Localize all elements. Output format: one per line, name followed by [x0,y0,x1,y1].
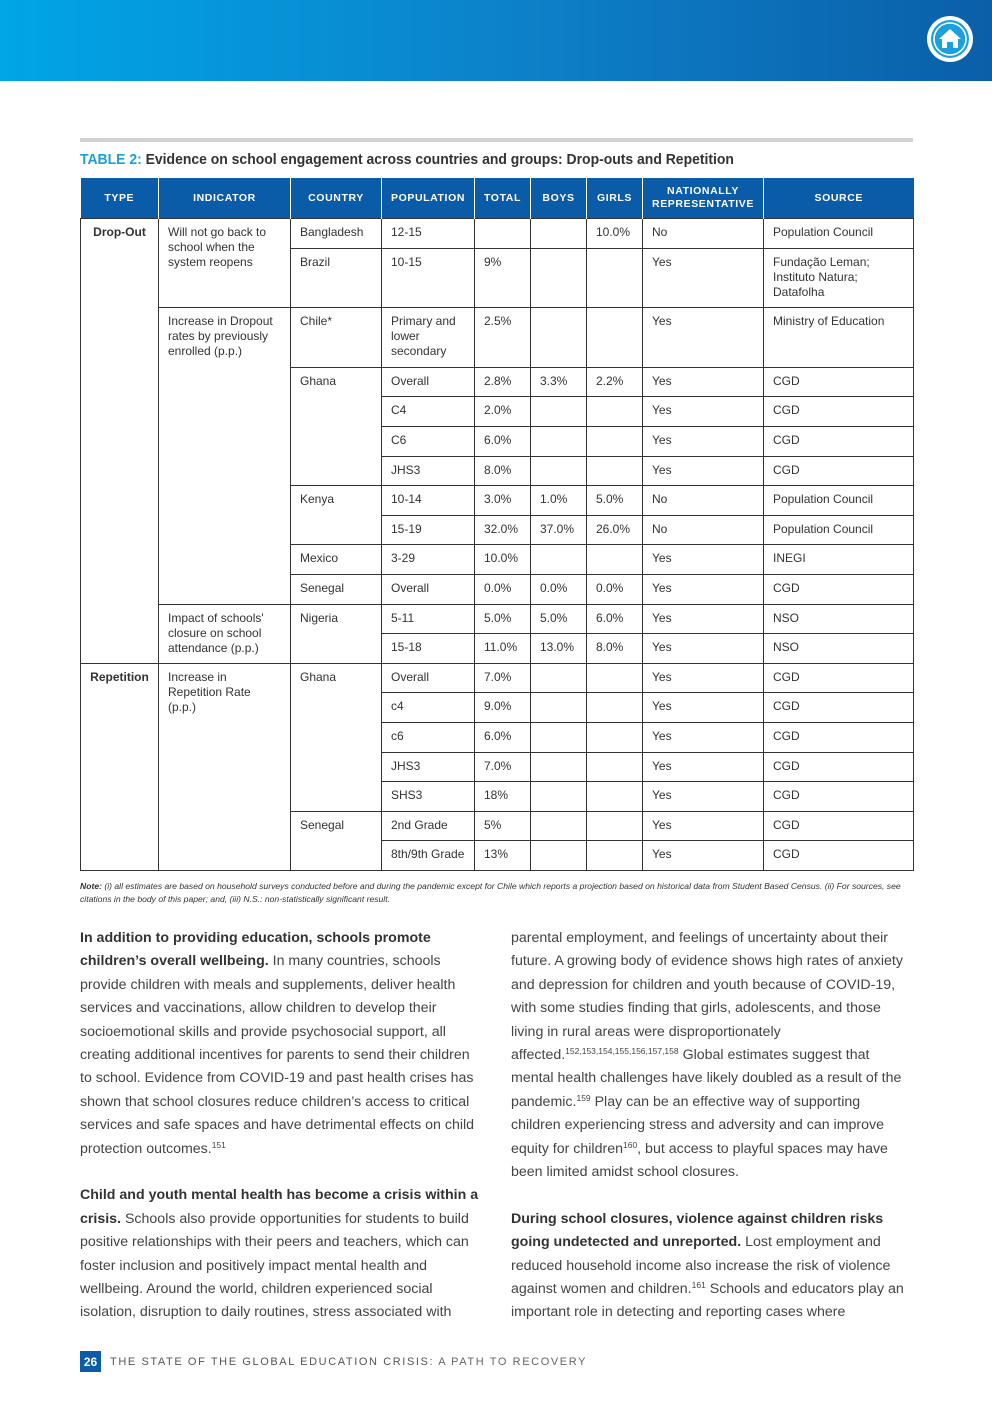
paragraph-lead: During school closures, violence against children risks going undetected and unreported. [511,1210,884,1251]
page-footer [80,1351,587,1372]
country-cell: Brazil [291,248,382,308]
nationally-representative-cell: Yes [643,604,764,634]
paragraph-text: Lost employment and reduced household income also increase the risk of violence against women and children. [511,1234,891,1298]
total-cell: 2.0% [475,397,531,427]
total-cell [475,219,531,249]
paragraph-text: parental employment, and feelings of uncertainty about their future. A growing body of evidence shows high rates of anxiety and depression for children and youth because of COVID-19, with some studies finding that girls, adolescents, and those living in rural areas were disproportionately affected. [511,930,903,1064]
country-cell: Mexico [291,545,382,575]
nationally-representative-cell: Yes [643,308,764,368]
source-cell: Population Council [764,515,914,545]
boys-cell [531,248,587,308]
total-cell: 2.5% [475,308,531,368]
country-cell: Ghana [291,367,382,485]
source-cell: CGD [764,574,914,604]
boys-cell [531,811,587,841]
body-paragraph [80,927,482,1161]
girls-cell [587,248,643,308]
indicator-cell: Increase in Dropout rates by previously enrolled (p.p.) [159,308,291,604]
boys-cell [531,426,587,456]
population-cell: 8th/9th Grade [382,841,475,871]
note-text: (i) all estimates are based on household surveys conducted before and during the pandemic except for Chile which reports a projection based on historical data from Student Based Census. (ii) For sources, see citations in the body of this paper; and, (iii) N.S.: non-statistically significant result. [80,881,901,904]
source-cell: Population Council [764,486,914,516]
table-header-row [81,178,914,219]
nationally-representative-cell: Yes [643,456,764,486]
boys-cell [531,456,587,486]
boys-cell: 3.3% [531,367,587,397]
girls-cell [587,841,643,871]
nationally-representative-cell: Yes [643,426,764,456]
source-cell: CGD [764,722,914,752]
column-header: GIRLS [587,178,643,219]
nationally-representative-cell: Yes [643,841,764,871]
source-cell: CGD [764,397,914,427]
table-label: TABLE 2: [80,151,142,168]
population-cell: Overall [382,663,475,693]
total-cell: 5.0% [475,604,531,634]
total-cell: 3.0% [475,486,531,516]
indicator-cell: Impact of schools' closure on school attendance (p.p.) [159,604,291,663]
citation-superscript: 160 [622,1139,638,1150]
country-cell: Bangladesh [291,219,382,249]
note-label: Note: [80,881,102,891]
source-cell: CGD [764,663,914,693]
table-row [81,219,914,249]
total-cell: 0.0% [475,574,531,604]
paragraph-text: Play can be an effective way of supporting children experiencing stress and adversity and can improve equity for children [511,1093,885,1157]
column-header: TYPE [81,178,159,219]
boys-cell [531,841,587,871]
population-cell: Primary and lower secondary [382,308,475,368]
country-cell: Nigeria [291,604,382,663]
nationally-representative-cell: Yes [643,574,764,604]
table-row [81,308,914,368]
population-cell: 12-15 [382,219,475,249]
girls-cell: 2.2% [587,367,643,397]
population-cell: 15-19 [382,515,475,545]
type-cell: Repetition [81,663,159,870]
paragraph-text: , but access to playful spaces may have been limited amidst school closures. [511,1140,888,1181]
indicator-cell: Will not go back to school when the system reopens [159,219,291,308]
type-cell: Drop-Out [81,219,159,664]
population-cell: SHS3 [382,782,475,812]
source-cell: CGD [764,426,914,456]
total-cell: 7.0% [475,663,531,693]
source-cell: Population Council [764,219,914,249]
girls-cell [587,752,643,782]
indicator-cell: Increase in Repetition Rate (p.p.) [159,663,291,870]
paragraph-lead: In addition to providing education, schools promote children’s overall wellbeing. [80,930,431,970]
paragraph-text: Global estimates suggest that mental health challenges have likely doubled as a result of the pandemic. [511,1047,902,1110]
girls-cell [587,545,643,575]
citation-superscript: 159 [576,1092,591,1103]
girls-cell: 26.0% [587,515,643,545]
total-cell: 10.0% [475,545,531,575]
girls-cell: 5.0% [587,486,643,516]
column-header: POPULATION [382,178,475,219]
footer-subtitle: A PATH TO RECOVERY [434,1355,588,1368]
girls-cell: 6.0% [587,604,643,634]
boys-cell [531,782,587,812]
citation-superscript: 152,153,154,155,156,157,158 [565,1046,679,1057]
header-banner [0,0,992,81]
girls-cell [587,722,643,752]
total-cell: 5% [475,811,531,841]
evidence-table [80,178,914,871]
country-cell: Kenya [291,486,382,545]
paragraph-text: In many countries, schools provide children with meals and supplements, deliver health services and vaccinations, allow children to develop their socioemotional skills and provide psychosocial support, all creating additional incentives for parents to send their children to school. Evidence from COVID-19 and past health crises has shown that school closures reduce children’s access to critical services and safe spaces and have detrimental effects on child protection outcomes. [80,953,475,1157]
total-cell: 32.0% [475,515,531,545]
table-top-rule [80,138,913,142]
boys-cell [531,397,587,427]
country-cell: Senegal [291,574,382,604]
source-cell: CGD [764,367,914,397]
source-cell: Ministry of Education [764,308,914,368]
boys-cell [531,308,587,368]
column-header: TOTAL [475,178,531,219]
total-cell: 9.0% [475,693,531,723]
population-cell: 10-15 [382,248,475,308]
population-cell: 2nd Grade [382,811,475,841]
column-header: NATIONALLY REPRESENTATIVE [643,178,764,219]
column-header: COUNTRY [291,178,382,219]
girls-cell [587,811,643,841]
population-cell: C6 [382,426,475,456]
girls-cell [587,456,643,486]
source-cell: NSO [764,604,914,634]
population-cell: 15-18 [382,634,475,664]
total-cell: 13% [475,841,531,871]
table-row [81,604,914,634]
home-icon [927,16,973,62]
body-paragraph [511,927,913,1184]
population-cell: JHS3 [382,752,475,782]
nationally-representative-cell: Yes [643,752,764,782]
total-cell: 9% [475,248,531,308]
nationally-representative-cell: Yes [643,397,764,427]
total-cell: 7.0% [475,752,531,782]
population-cell: C4 [382,397,475,427]
body-paragraph [511,1208,913,1325]
boys-cell: 13.0% [531,634,587,664]
boys-cell [531,219,587,249]
paragraph-text: Schools and educators play an important role in detecting and reporting cases where [511,1281,904,1321]
nationally-representative-cell: Yes [643,663,764,693]
population-cell: 10-14 [382,486,475,516]
boys-cell: 1.0% [531,486,587,516]
source-cell: CGD [764,782,914,812]
home-button[interactable] [927,16,973,62]
girls-cell [587,663,643,693]
body-column-left [80,927,482,1348]
boys-cell: 5.0% [531,604,587,634]
population-cell: Overall [382,574,475,604]
population-cell: 3-29 [382,545,475,575]
population-cell: Overall [382,367,475,397]
nationally-representative-cell: Yes [643,782,764,812]
page-number: 26 [80,1351,101,1372]
citation-superscript: 151 [211,1139,226,1150]
girls-cell [587,782,643,812]
source-cell: CGD [764,811,914,841]
boys-cell [531,693,587,723]
source-cell: CGD [764,693,914,723]
body-paragraph [80,1184,482,1324]
total-cell: 11.0% [475,634,531,664]
nationally-representative-cell: Yes [643,811,764,841]
population-cell: 5-11 [382,604,475,634]
boys-cell: 0.0% [531,574,587,604]
paragraph-text: Schools also provide opportunities for students to build positive relationships with their peers and teachers, which can foster inclusion and positively impact mental health and wellbeing. Around the world, children experienced social isolation, disruption to daily routines, stress associated with [80,1210,469,1321]
population-cell: c6 [382,722,475,752]
source-cell: CGD [764,841,914,871]
footer-title-main: THE STATE OF THE GLOBAL EDUCATION CRISIS: [110,1355,435,1368]
girls-cell [587,308,643,368]
nationally-representative-cell: Yes [643,545,764,575]
boys-cell [531,752,587,782]
nationally-representative-cell: Yes [643,722,764,752]
country-cell: Senegal [291,811,382,870]
table-note [80,880,913,905]
girls-cell: 8.0% [587,634,643,664]
total-cell: 2.8% [475,367,531,397]
source-cell: INEGI [764,545,914,575]
column-header: BOYS [531,178,587,219]
boys-cell [531,722,587,752]
table-caption [80,151,734,168]
footer-title [110,1356,587,1368]
boys-cell [531,663,587,693]
nationally-representative-cell: Yes [643,693,764,723]
total-cell: 6.0% [475,426,531,456]
table-title: Evidence on school engagement across countries and groups: Drop-outs and Repetition [145,151,734,168]
boys-cell: 37.0% [531,515,587,545]
source-cell: NSO [764,634,914,664]
total-cell: 8.0% [475,456,531,486]
source-cell: CGD [764,752,914,782]
girls-cell: 0.0% [587,574,643,604]
country-cell: Chile* [291,308,382,368]
nationally-representative-cell: No [643,486,764,516]
total-cell: 6.0% [475,722,531,752]
total-cell: 18% [475,782,531,812]
nationally-representative-cell: No [643,515,764,545]
nationally-representative-cell: Yes [643,367,764,397]
nationally-representative-cell: Yes [643,248,764,308]
girls-cell [587,426,643,456]
source-cell: Fundação Leman; Instituto Natura; Datafolha [764,248,914,308]
body-column-right [511,927,913,1348]
column-header: INDICATOR [159,178,291,219]
nationally-representative-cell: Yes [643,634,764,664]
column-header: SOURCE [764,178,914,219]
girls-cell [587,693,643,723]
country-cell: Ghana [291,663,382,811]
population-cell: JHS3 [382,456,475,486]
girls-cell: 10.0% [587,219,643,249]
source-cell: CGD [764,456,914,486]
boys-cell [531,545,587,575]
paragraph-lead: Child and youth mental health has become a crisis within a crisis. [80,1187,479,1227]
citation-superscript: 161 [691,1280,706,1291]
nationally-representative-cell: No [643,219,764,249]
population-cell: c4 [382,693,475,723]
girls-cell [587,397,643,427]
table-row [81,663,914,693]
